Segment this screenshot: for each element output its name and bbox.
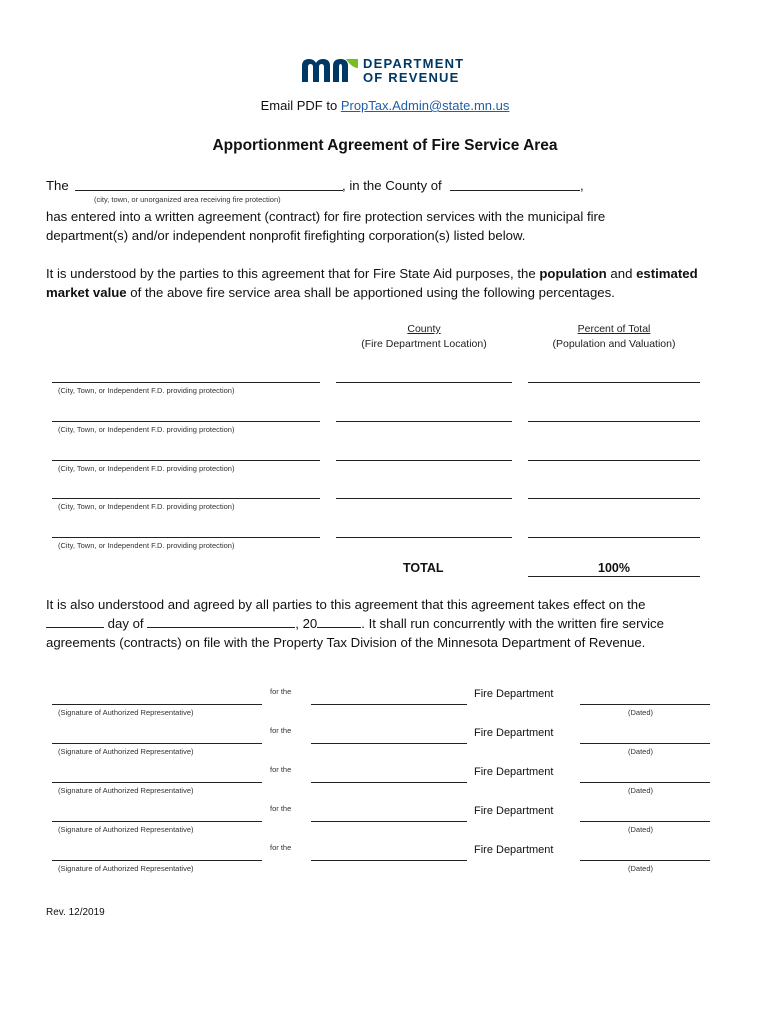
dated-label-4: (Dated) (628, 825, 654, 834)
email-instruction (0, 98, 770, 113)
total-value: 100% (598, 561, 630, 575)
understood-bold-population: population (539, 266, 607, 281)
percent-input-line-3[interactable] (528, 460, 700, 461)
county-input-line[interactable] (450, 190, 580, 191)
signature-line-2[interactable] (52, 743, 262, 744)
intro-the: The (46, 178, 69, 193)
county-input-line-2[interactable] (336, 421, 512, 422)
fire-department-label-2: Fire Department (474, 727, 554, 739)
signature-label-1: (Signature of Authorized Representative) (58, 708, 194, 717)
intro-continuation: has entered into a written agreement (contract) for fire protection services with the municipal fire department(s) and/or independent nonprofit firefighting corporation(s) listed below. (46, 209, 606, 243)
day-input-line[interactable] (46, 614, 104, 628)
fire-department-label-4: Fire Department (474, 805, 554, 817)
logo-text-line2: OF REVENUE (363, 70, 460, 85)
dated-label-5: (Dated) (628, 864, 654, 873)
fire-department-name-line-3[interactable] (311, 782, 467, 783)
for-the-2: for the (270, 726, 292, 735)
mn-logo-icon (300, 56, 360, 84)
signature-line-1[interactable] (52, 704, 262, 705)
provider-label-1: (City, Town, or Independent F.D. providing protection) (58, 386, 235, 395)
total-label: TOTAL (403, 561, 444, 575)
email-prefix: Email PDF to (260, 98, 341, 113)
total-value-line (528, 576, 700, 577)
signature-label-2: (Signature of Authorized Representative) (58, 747, 194, 756)
date-line-2[interactable] (580, 743, 710, 744)
fire-department-name-line-4[interactable] (311, 821, 467, 822)
intro-comma: , (580, 178, 584, 193)
signature-line-4[interactable] (52, 821, 262, 822)
for-the-5: for the (270, 843, 292, 852)
effect-year-prefix: , 20 (295, 616, 318, 631)
provider-input-line-4[interactable] (52, 498, 320, 499)
city-sublabel: (city, town, or unorganized area receiving fire protection) (94, 195, 281, 204)
date-line-1[interactable] (580, 704, 710, 705)
dated-label-1: (Dated) (628, 708, 654, 717)
provider-input-line-2[interactable] (52, 421, 320, 422)
date-line-5[interactable] (580, 860, 710, 861)
signature-label-3: (Signature of Authorized Representative) (58, 786, 194, 795)
city-input-line[interactable] (75, 190, 343, 191)
dated-label-3: (Dated) (628, 786, 654, 795)
provider-input-line-3[interactable] (52, 460, 320, 461)
understood-paragraph (46, 264, 716, 302)
percent-header-sub: (Population and Valuation) (552, 338, 676, 350)
percent-header-title: Percent of Total (577, 323, 651, 335)
signature-line-3[interactable] (52, 782, 262, 783)
percent-input-line-1[interactable] (528, 382, 700, 383)
for-the-3: for the (270, 765, 292, 774)
effect-paragraph (46, 595, 718, 652)
email-link[interactable]: PropTax.Admin@state.mn.us (340, 98, 510, 113)
percent-column-header (524, 322, 704, 352)
department-logo (300, 56, 475, 86)
county-header-sub: (Fire Department Location) (361, 338, 487, 350)
logo-text-line1: DEPARTMENT (363, 56, 465, 71)
provider-input-line-5[interactable] (52, 537, 320, 538)
for-the-1: for the (270, 687, 292, 696)
understood-text-1: It is understood by the parties to this agreement that for Fire State Aid purposes, the (46, 266, 540, 281)
county-input-line-1[interactable] (336, 382, 512, 383)
percent-input-line-4[interactable] (528, 498, 700, 499)
provider-label-3: (City, Town, or Independent F.D. providing protection) (58, 464, 235, 473)
fire-department-name-line-1[interactable] (311, 704, 467, 705)
effect-text-2: . It shall run concurrently with the written fire service agreements (contracts) on file with the Property Tax Division of the Minnesota Department of Revenue. (46, 616, 664, 650)
fire-department-name-line-5[interactable] (311, 860, 467, 861)
county-input-line-3[interactable] (336, 460, 512, 461)
understood-text-2: and (606, 266, 637, 281)
effect-day-of: day of (104, 616, 148, 631)
signature-label-4: (Signature of Authorized Representative) (58, 825, 194, 834)
year-input-line[interactable] (317, 614, 361, 628)
county-input-line-4[interactable] (336, 498, 512, 499)
for-the-4: for the (270, 804, 292, 813)
provider-label-4: (City, Town, or Independent F.D. providing protection) (58, 502, 235, 511)
understood-text-3: of the above fire service area shall be apportioned using the following percentages. (126, 285, 615, 300)
fire-department-name-line-2[interactable] (311, 743, 467, 744)
county-header-title: County (407, 323, 441, 335)
signature-label-5: (Signature of Authorized Representative) (58, 864, 194, 873)
month-input-line[interactable] (147, 614, 295, 628)
dated-label-2: (Dated) (628, 747, 654, 756)
provider-input-line-1[interactable] (52, 382, 320, 383)
provider-label-2: (City, Town, or Independent F.D. providing protection) (58, 425, 235, 434)
intro-in-county: , in the County of (342, 178, 442, 193)
signature-line-5[interactable] (52, 860, 262, 861)
percent-input-line-5[interactable] (528, 537, 700, 538)
fire-department-label-5: Fire Department (474, 844, 554, 856)
county-column-header (334, 322, 514, 352)
county-input-line-5[interactable] (336, 537, 512, 538)
date-line-4[interactable] (580, 821, 710, 822)
form-title: Apportionment Agreement of Fire Service Area (212, 137, 558, 154)
percent-input-line-2[interactable] (528, 421, 700, 422)
provider-label-5: (City, Town, or Independent F.D. providing protection) (58, 541, 235, 550)
date-line-3[interactable] (580, 782, 710, 783)
fire-department-label-3: Fire Department (474, 766, 554, 778)
fire-department-label-1: Fire Department (474, 688, 554, 700)
revision-label: Rev. 12/2019 (46, 907, 105, 918)
effect-text-1: It is also understood and agreed by all parties to this agreement that this agreement takes effect on the (46, 597, 646, 612)
understood-bold-market-value: estimated market value (46, 266, 698, 300)
